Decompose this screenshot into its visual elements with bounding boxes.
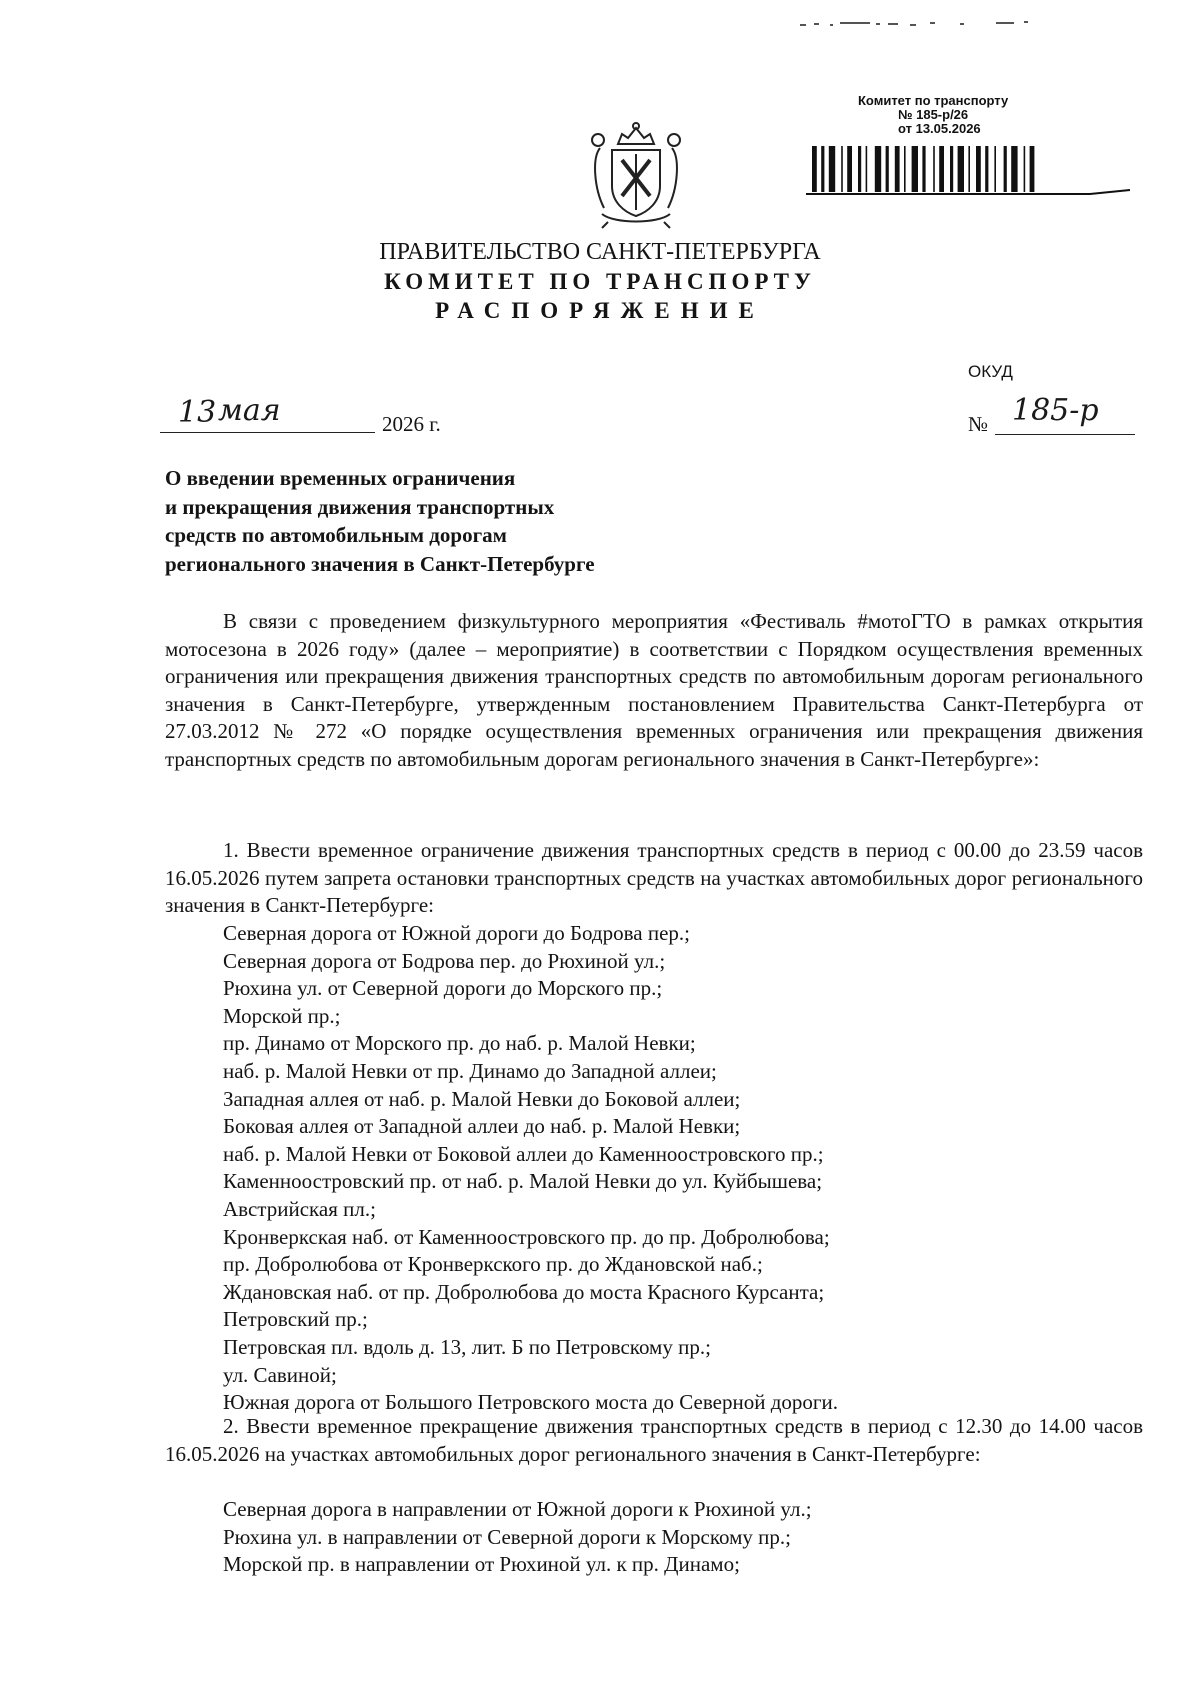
road-item: наб. р. Малой Невки от пр. Динамо до Западной аллеи; xyxy=(223,1058,717,1083)
stamp-reg-date: от 13.05.2026 xyxy=(898,121,981,136)
item-2-road-list xyxy=(223,1496,1123,1579)
barcode-bar xyxy=(968,146,970,192)
registration-stamp xyxy=(800,94,1140,136)
barcode-bar xyxy=(812,146,817,192)
stamp-org: Комитет по транспорту xyxy=(858,93,1009,108)
road-item: Каменноостровский пр. от наб. р. Малой Невки до ул. Куйбышева; xyxy=(223,1169,823,1194)
barcode-bar xyxy=(1030,146,1035,192)
road-item: Боковая аллея от Западной аллеи до наб. р. Малой Невки; xyxy=(223,1114,741,1139)
document-number-handwritten: 185-р xyxy=(1012,393,1099,428)
barcode-bar xyxy=(939,146,944,192)
document-type-heading: РАСПОРЯЖЕНИЕ xyxy=(435,298,765,323)
barcode-bar xyxy=(847,146,852,192)
barcode-bar xyxy=(886,146,889,192)
document-title xyxy=(165,464,865,578)
barcode-bar xyxy=(829,146,835,192)
date-month-handwritten: мая xyxy=(218,393,281,428)
government-heading: ПРАВИТЕЛЬСТВО САНКТ-ПЕТЕРБУРГА xyxy=(379,239,821,265)
barcode-bar xyxy=(1011,146,1017,192)
barcode-bar xyxy=(821,146,824,192)
stamp-reg-number: № 185-р/26 xyxy=(898,107,969,122)
title-line: О введении временных ограничения xyxy=(165,466,516,490)
intro-paragraph: В связи с проведением физкультурного мероприятия «Фестиваль #мотоГТО в рамках открытия мотосезона в 2026 году» (далее – мероприятие) в соответствии с Порядком осуществления временных ограничения или прекращения движения транспортных средств по автомобильным дорогам регионального значения в Санкт-Петербурге, утвержденным постановлением Правительства Санкт-Петербурга от 27.03.2012 № 272 «О порядке осуществления временных ограничения или прекращения движения транспортных средств по автомобильным дорогам регионального значения в Санкт-Петербурге»: xyxy=(165,609,1143,771)
barcode-bar xyxy=(841,146,843,192)
road-item: Кронверкская наб. от Каменноостровского пр. до пр. Добролюбова; xyxy=(223,1224,830,1249)
road-item: Западная аллея от наб. р. Малой Невки до Боковой аллеи; xyxy=(223,1086,741,1111)
road-item: Морской пр.; xyxy=(223,1003,341,1028)
committee-heading: КОМИТЕТ ПО ТРАНСПОРТУ xyxy=(384,269,816,294)
barcode-bar xyxy=(922,146,925,192)
item-1-paragraph: 1. Ввести временное ограничение движения транспортных средств в период с 00.00 до 23.59 часов 16.05.2026 путем запрета остановки транспортных средств на участках автомобильных дорог регионального значения в Санкт-Петербурге: xyxy=(165,838,1143,918)
road-item: Рюхина ул. в направлении от Северной дороги к Морскому пр.; xyxy=(223,1524,791,1549)
road-item: Ждановская наб. от пр. Добролюбова до моста Красного Курсанта; xyxy=(223,1279,825,1304)
road-item: Петровская пл. вдоль д. 13, лит. Б по Петровскому пр.; xyxy=(223,1334,711,1359)
barcode-bar xyxy=(895,146,900,192)
road-item: Южная дорога от Большого Петровского моста до Северной дороги. xyxy=(223,1390,838,1415)
road-item: пр. Динамо от Морского пр. до наб. р. Малой Невки; xyxy=(223,1031,696,1056)
number-sign: № xyxy=(968,412,989,436)
item-2-paragraph: 2. Ввести временное прекращение движения транспортных средств в период с 12.30 до 14.00 часов 16.05.2026 на участках автомобильных дорог регионального значения в Санкт-Петербурге: xyxy=(165,1414,1143,1466)
date-underline xyxy=(160,432,375,433)
barcode-bar xyxy=(875,146,881,192)
barcode-bar xyxy=(958,146,964,192)
road-item: ул. Савиной; xyxy=(223,1362,337,1387)
road-item: Северная дорога в направлении от Южной дороги к Рюхиной ул.; xyxy=(223,1497,812,1521)
okud-label: ОКУД xyxy=(968,362,1013,381)
road-item: Австрийская пл.; xyxy=(223,1196,376,1221)
date-year: 2026 г. xyxy=(382,412,441,436)
barcode xyxy=(800,144,1140,200)
number-underline xyxy=(995,434,1135,435)
road-item: Северная дорога от Бодрова пер. до Рюхиной ул.; xyxy=(223,948,666,973)
title-line: регионального значения в Санкт-Петербурге xyxy=(165,551,595,576)
road-item: пр. Добролюбова от Кронверкского пр. до Ждановской наб.; xyxy=(223,1252,763,1277)
barcode-bar xyxy=(985,146,988,192)
road-item: наб. р. Малой Невки от Боковой аллеи до Каменноостровского пр.; xyxy=(223,1141,824,1166)
barcode-bar xyxy=(994,146,996,192)
barcode-bar xyxy=(933,146,935,192)
date-day-handwritten: 13 xyxy=(178,395,217,430)
barcode-baseline xyxy=(806,190,1130,194)
road-item: Рюхина ул. от Северной дороги до Морского пр.; xyxy=(223,976,663,1001)
barcode-bar xyxy=(912,146,918,192)
coat-of-arms-icon xyxy=(588,118,684,230)
barcode-bar xyxy=(950,146,953,192)
barcode-bar xyxy=(1024,146,1026,192)
title-line: и прекращения движения транспортных xyxy=(165,494,555,519)
road-item: Морской пр. в направлении от Рюхиной ул. к пр. Динамо; xyxy=(223,1552,740,1577)
barcode-bar xyxy=(976,146,981,192)
road-item: Северная дорога от Южной дороги до Бодрова пер.; xyxy=(223,921,690,945)
scan-noise xyxy=(800,18,1140,32)
barcode-bar xyxy=(904,146,906,192)
title-line: средств по автомобильным дорогам xyxy=(165,523,507,547)
barcode-bar xyxy=(858,146,861,192)
road-item: Петровский пр.; xyxy=(223,1307,368,1332)
item-1-road-list xyxy=(223,920,1123,1417)
barcode-bar xyxy=(866,146,868,192)
barcode-bar xyxy=(1004,146,1007,192)
